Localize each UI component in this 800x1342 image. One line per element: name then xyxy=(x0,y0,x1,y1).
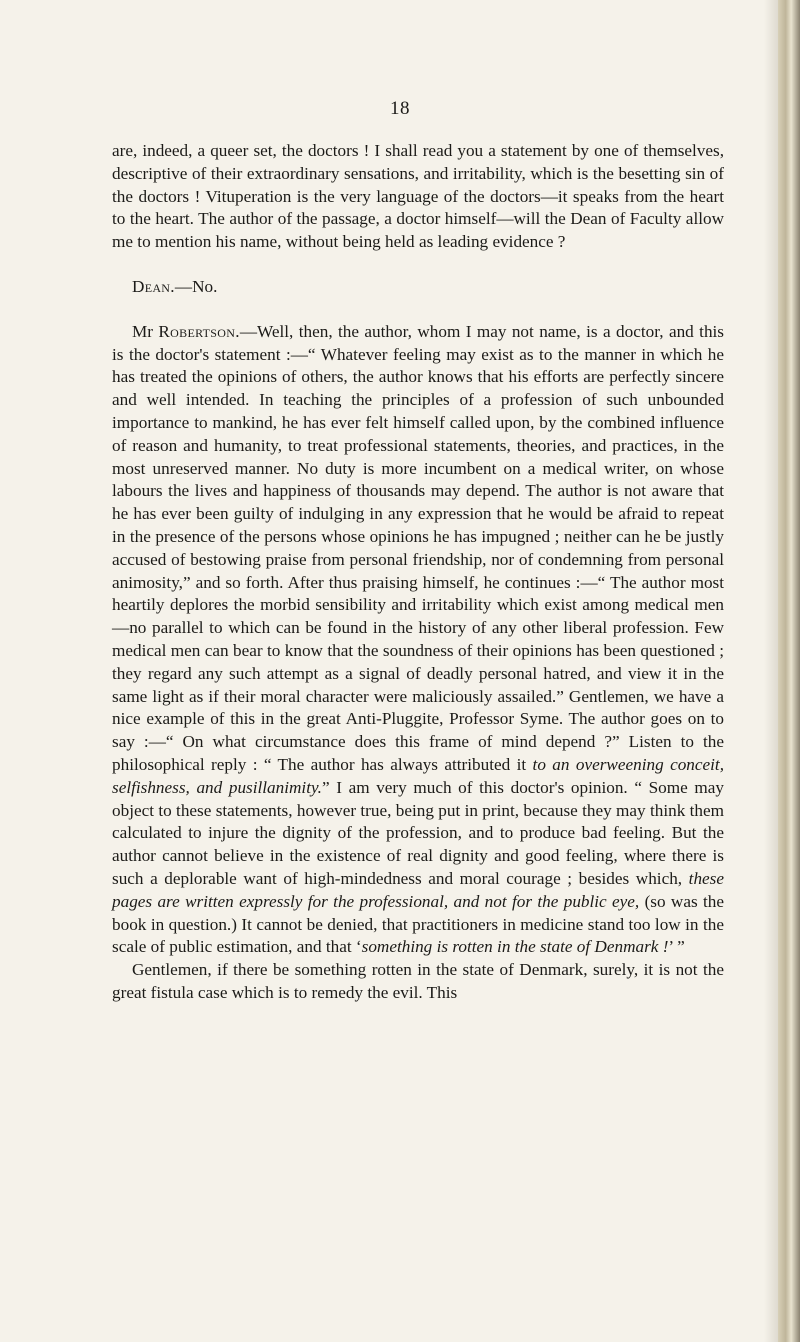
paragraph-continuation: are, indeed, a queer set, the doctors ! I shall read you a statement by one of themselves, descriptive of their extraordinary sensations, and irritability, which is the besetting sin of the doctors ! Vituperation is the very language of the doctors—it speaks from the heart to the heart. The author of the passage, a doctor himself—will the Dean of Faculty allow me to mention his name, without being held as leading evidence ? xyxy=(112,141,724,252)
quoted-statement: ’ ” xyxy=(668,937,685,957)
quoted-statement: ” I am very much of this doctor's opinion. “ Some may object to these statements, however true, being put in print, because they may think them calculated to injure the dignity of the profession, and to produce bad feeling. But the author cannot believe in the existence of real dignity and good feeling, where there is such a deplorable want of high-mindedness and moral courage ; besides which, xyxy=(112,777,724,888)
page-shadow xyxy=(764,0,778,1342)
page-edge xyxy=(778,0,800,1342)
paragraph-dean xyxy=(112,276,724,299)
paragraph-spacer xyxy=(112,299,724,321)
italic-phrase: something is rotten in the state of Denmark ! xyxy=(361,937,669,957)
quoted-statement: —Well, then, the author, whom I may not name, is a doctor, and this is the doctor's statement :—“ Whatever feeling may exist as to the manner in which he has treated the opinions of others, the author knows that his efforts are perfectly sincere and well intended. In teaching the principles of a profession of such unbounded importance to mankind, he has ever felt himself called upon, by the combined influence of reason and humanity, to treat professional statements, theories, and practices, in the most unreserved manner. No duty is more incumbent on a medical writer, on whose labours the lives and happiness of thousands may depend. The author is not aware that he has ever been guilty of indulging in any expression that he would be afraid to repeat in the presence of the persons whose opinions he has impugned ; neither can he be justly accused of bestowing praise from personal friendship, nor of condemning from personal animosity,” and so forth. After thus praising himself, he continues :—“ The author most heartily deplores the morbid sensibility and irritability which exist among medical men—no parallel to which can be found in the history of any other liberal profession. Few medical men can bear to know that the soundness of their opinions has been questioned ; they regard any such attempt as a signal of deadly personal hatred, and view it in the same light as if their moral character were maliciously assailed.” Gentlemen, we have a nice example of this in the great Anti-Pluggite, Professor Syme. The author goes on to say :—“ On what circumstance does this frame of mind depend ?” Listen to the philosophical reply : “ The author has always attributed it xyxy=(112,321,724,774)
quoted-statement: (so was the book in question.) It cannot be denied, that practitioners in medicine stand too low in the scale of public estimation, and that ‘ xyxy=(112,891,724,957)
italic-phrase: to an overweening conceit, selfishness, and pusillanimity. xyxy=(112,754,724,797)
paragraph-robertson xyxy=(112,321,724,959)
paragraph-closing: Gentlemen, if there be something rotten in the state of Denmark, surely, it is not the great fistula case which is to remedy the evil. This xyxy=(112,960,724,1002)
speaker-name: Dean. xyxy=(132,276,175,296)
speaker-prefix: Mr xyxy=(132,321,159,341)
page-number: 18 xyxy=(390,98,410,119)
speaker-name: Robertson. xyxy=(158,321,240,341)
speaker-reply: —No. xyxy=(174,276,218,296)
body-text xyxy=(112,140,724,1005)
italic-phrase: these pages are written expressly for the professional, and not for the public eye, xyxy=(112,868,724,911)
paragraph-spacer xyxy=(112,254,724,276)
